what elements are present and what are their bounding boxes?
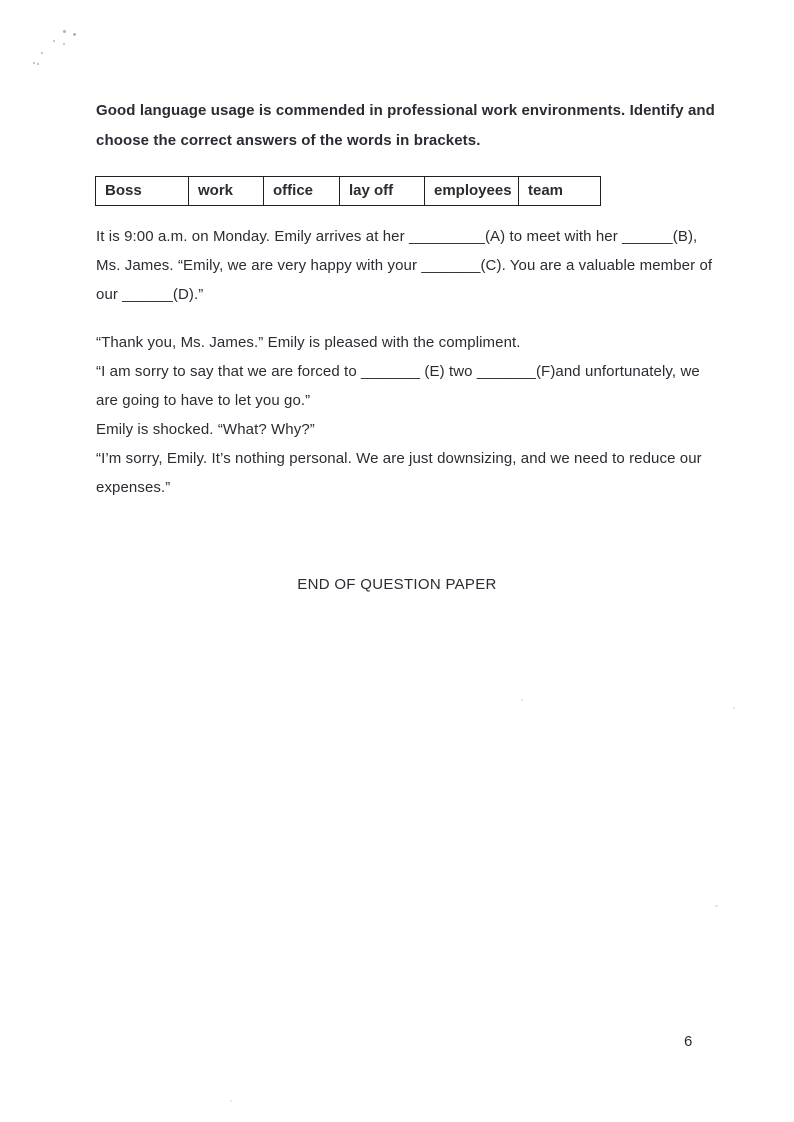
instructions-text <box>96 96 716 156</box>
scan-speckle <box>37 63 39 65</box>
scan-speckle <box>521 699 523 701</box>
instructions-line: choose the correct answers of the words in brackets. <box>96 132 481 149</box>
word-bank-cell: work <box>189 177 264 205</box>
passage-paragraph-2 <box>96 328 721 502</box>
passage-line: “Thank you, Ms. James.” Emily is pleased with the compliment. <box>96 334 521 351</box>
word-bank-cell: team <box>528 182 564 199</box>
word-bank-cell: office <box>264 177 340 205</box>
word-bank-cell: Boss <box>96 177 189 205</box>
scan-speckle <box>63 30 66 33</box>
scan-speckle <box>73 33 76 36</box>
passage-line: It is 9:00 a.m. on Monday. Emily arrives at her _________(A) to meet with her ______(B), <box>96 228 698 245</box>
scan-speckle <box>715 905 718 907</box>
scan-speckle <box>41 52 43 54</box>
passage-line: Emily is shocked. “What? Why?” <box>96 421 315 438</box>
passage-line: are going to have to let you go.” <box>96 392 311 409</box>
scan-speckle <box>230 1100 232 1102</box>
passage-line: Ms. James. “Emily, we are very happy with your _______(C). You are a valuable member of <box>96 257 713 274</box>
passage-line: expenses.” <box>96 479 171 496</box>
scan-speckle <box>733 707 735 709</box>
passage-line: “I’m sorry, Emily. It’s nothing personal. We are just downsizing, and we need to reduce our <box>96 450 702 467</box>
word-bank-cell: employees <box>425 177 519 205</box>
instructions-line: Good language usage is commended in professional work environments. Identify and <box>96 102 715 119</box>
end-of-paper-label: END OF QUESTION PAPER <box>297 576 497 593</box>
passage-line: our ______(D).” <box>96 286 204 303</box>
scan-speckle <box>53 40 55 42</box>
scan-speckle <box>33 62 35 64</box>
scan-speckle <box>63 43 65 45</box>
word-bank-cell: lay off <box>340 177 425 205</box>
passage-paragraph-1 <box>96 222 721 309</box>
passage-line: “I am sorry to say that we are forced to _______ (E) two _______(F)and unfortunately, we <box>96 363 700 380</box>
word-bank-table <box>95 176 601 206</box>
page-number: 6 <box>684 1033 693 1050</box>
